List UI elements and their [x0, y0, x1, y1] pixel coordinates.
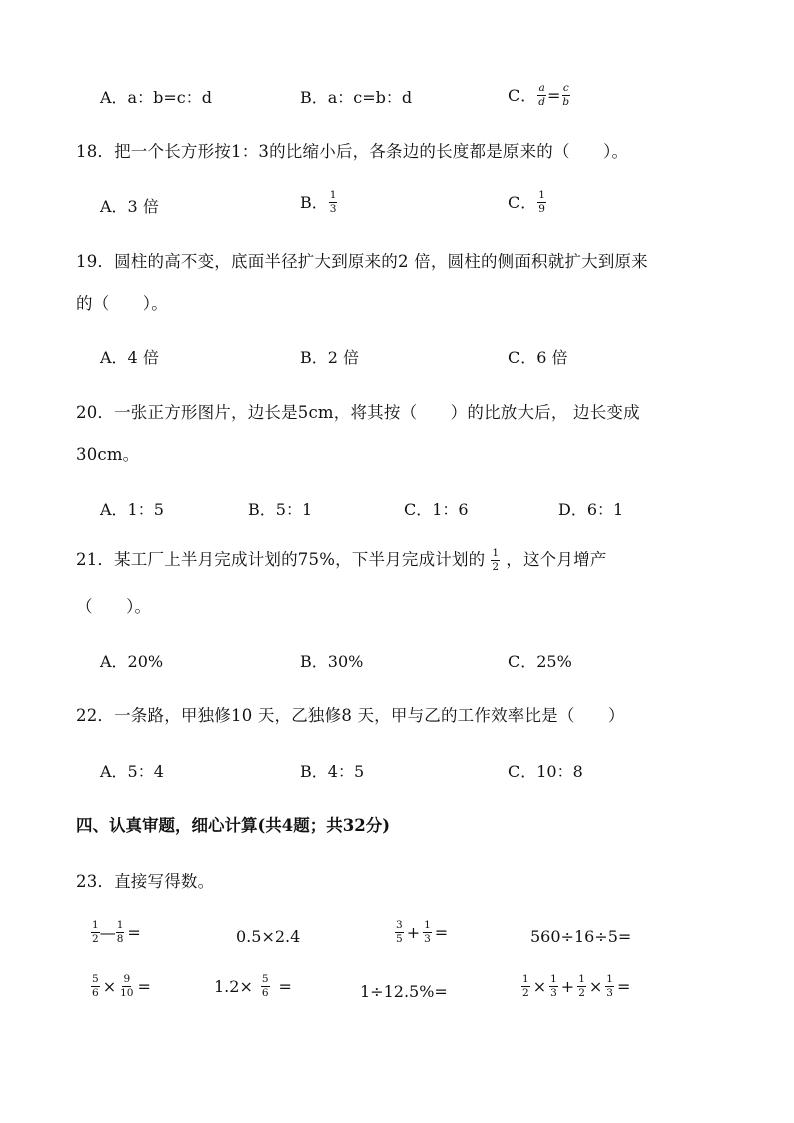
expression-prefix: 1.2×: [214, 976, 253, 996]
fraction-numerator: 1: [329, 190, 338, 203]
q18-fraction-one-third: [329, 190, 338, 215]
fraction: [116, 920, 125, 945]
q20-question-line2: 30cm。: [76, 445, 140, 464]
q22-question-text: 22．一条路，甲独修10 天，乙独修8 天，甲与乙的工作效率比是（ ）: [76, 706, 625, 725]
q18-question-text: 18．把一个长方形按1：3的比缩小后，各条边的长度都是原来的（ ）。: [76, 142, 629, 161]
q19-option-b: B．2 倍: [300, 348, 360, 367]
q17-option-c-prefix: C．: [508, 85, 537, 105]
times-sign: ×: [532, 976, 547, 996]
q23-row1-expression-2: 0.5×2.4: [236, 927, 301, 946]
q18-option-b: [300, 190, 338, 215]
fraction-denominator: 3: [606, 987, 613, 1000]
fraction: [119, 974, 134, 999]
fraction-denominator: 2: [92, 933, 99, 946]
q23-row2-expression-2: [214, 974, 292, 999]
fraction: [605, 974, 614, 999]
fraction-numerator: 5: [261, 974, 270, 987]
fraction-denominator: b: [562, 96, 570, 109]
q21-option-c: C．25%: [508, 652, 572, 671]
times-sign: ×: [588, 976, 603, 996]
plus-sign: +: [406, 922, 421, 942]
equals-sign: =: [546, 85, 561, 105]
q19-question-line1: 19．圆柱的高不变，底面半径扩大到原来的2 倍，圆柱的侧面积就扩大到原来: [76, 252, 648, 271]
q17-option-c: [508, 83, 571, 108]
section-4-heading: 四、认真审题，细心计算(共4题；共32分): [76, 816, 391, 835]
fraction-numerator: 1: [537, 190, 546, 203]
fraction-numerator: 1: [577, 974, 586, 987]
fraction-denominator: 3: [550, 987, 557, 1000]
q18-option-a: A．3 倍: [100, 197, 159, 216]
fraction-numerator: 1: [549, 974, 558, 987]
q19-option-a: A．4 倍: [100, 348, 159, 367]
fraction-denominator: 10: [120, 987, 134, 1000]
fraction-numerator: 1: [491, 548, 500, 561]
q17-fraction-c-b: [561, 83, 570, 108]
fraction-numerator: 1: [116, 920, 125, 933]
fraction: [261, 974, 270, 999]
q20-option-d: D．6：1: [558, 500, 624, 519]
q18-option-c: [508, 190, 547, 215]
fraction-numerator: 3: [395, 920, 404, 933]
q17-fraction-a-d: [537, 83, 546, 108]
fraction: [91, 974, 100, 999]
fraction: [521, 974, 530, 999]
fraction-denominator: 2: [522, 987, 529, 1000]
plus-sign: +: [560, 976, 575, 996]
q17-option-a: A．a：b=c：d: [100, 88, 212, 107]
fraction: [549, 974, 558, 999]
fraction-denominator: 3: [424, 933, 431, 946]
q18-option-c-prefix: C．: [508, 192, 537, 212]
q19-option-c: C．6 倍: [508, 348, 568, 367]
fraction-numerator: 9: [122, 974, 131, 987]
q23-row1-expression-3: [394, 920, 448, 945]
equals-sign: =: [616, 976, 631, 996]
fraction-numerator: c: [562, 83, 570, 96]
fraction-denominator: 6: [92, 987, 99, 1000]
q22-option-b: B．4：5: [300, 762, 365, 781]
fraction-numerator: 5: [91, 974, 100, 987]
q23-row2-expression-3: 1÷12.5%=: [360, 982, 448, 1001]
q21-option-b: B．30%: [300, 652, 364, 671]
q21-option-a: A．20%: [100, 652, 164, 671]
equals-sign: =: [127, 922, 141, 942]
q21-fraction-one-half: [491, 548, 500, 573]
q21-text-after-fraction: ，这个月增产: [506, 550, 607, 570]
q19-question-line2: 的（ ）。: [76, 294, 168, 313]
fraction-denominator: 9: [538, 203, 545, 216]
fraction-denominator: 2: [492, 561, 500, 574]
fraction-numerator: 1: [521, 974, 530, 987]
q23-question-text: 23．直接写得数。: [76, 872, 215, 891]
q23-row2-expression-1: [90, 974, 151, 999]
fraction: [577, 974, 586, 999]
equals-sign: =: [434, 922, 449, 942]
q20-question-line1: 20．一张正方形图片，边长是5cm，将其按（ ）的比放大后， 边长变成: [76, 403, 640, 422]
q23-row1-expression-4: 560÷16÷5=: [530, 927, 632, 946]
q22-option-c: C．10：8: [508, 762, 583, 781]
fraction-numerator: 1: [423, 920, 432, 933]
fraction-denominator: 2: [578, 987, 585, 1000]
fraction-denominator: 8: [116, 933, 124, 946]
q17-option-b: B．a：c=b：d: [300, 88, 413, 107]
fraction-numerator: a: [537, 83, 545, 96]
fraction-numerator: 1: [605, 974, 614, 987]
minus-sign: —: [99, 922, 116, 942]
times-sign: ×: [102, 976, 117, 996]
q20-option-a: A．1：5: [100, 500, 164, 519]
fraction-denominator: d: [538, 96, 545, 109]
q20-option-c: C．1：6: [404, 500, 469, 519]
equals-sign: =: [278, 976, 292, 996]
q22-option-a: A．5：4: [100, 762, 164, 781]
q21-question-line2: （ ）。: [76, 597, 152, 616]
q23-row1-expression-1: [90, 920, 141, 945]
q18-fraction-one-ninth: [537, 190, 546, 215]
equals-sign: =: [137, 976, 151, 996]
fraction: [423, 920, 432, 945]
q18-option-b-prefix: B．: [300, 192, 328, 212]
q21-text-before-fraction: 21．某工厂上半月完成计划的75%，下半月完成计划的: [76, 550, 486, 570]
fraction: [91, 920, 100, 945]
fraction-numerator: 1: [91, 920, 100, 933]
fraction-denominator: 5: [396, 933, 403, 946]
fraction: [395, 920, 404, 945]
q21-question-line1: [76, 548, 606, 573]
fraction-denominator: 6: [261, 987, 269, 1000]
fraction-denominator: 3: [329, 203, 337, 216]
q20-option-b: B．5：1: [248, 500, 313, 519]
q23-row2-expression-4: [520, 974, 630, 999]
